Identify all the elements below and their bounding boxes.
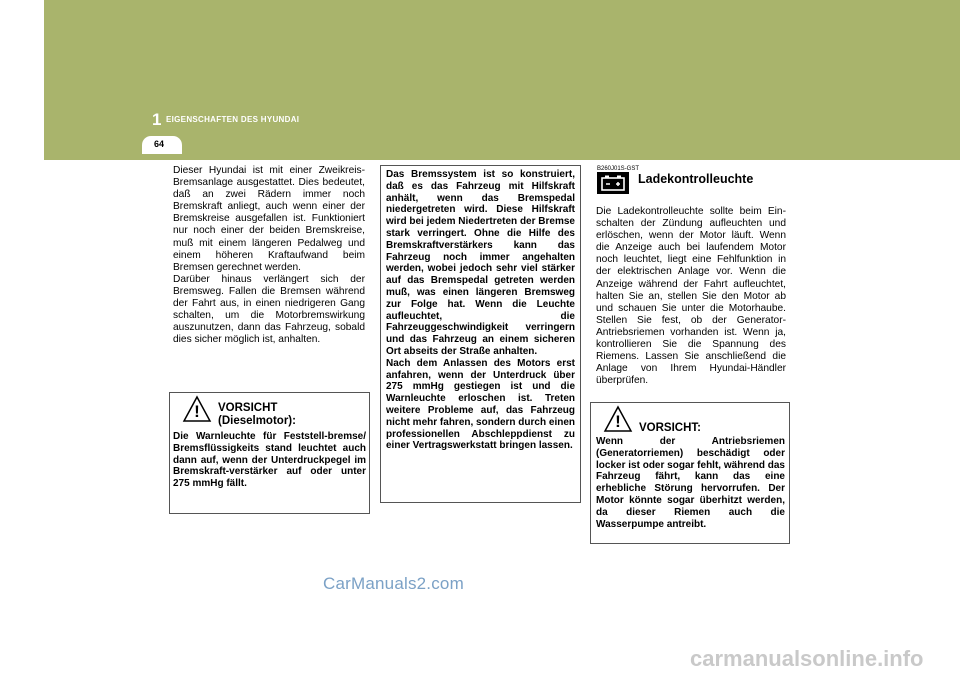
watermark-carmanuals2[interactable]: CarManuals2.com: [323, 574, 464, 593]
caution-body: Wenn der Antriebsriemen (Generatorriemen) beschädigt oder locker ist oder sogar fehlt, während das Fahrzeug fährt, kann das eine erhebliche Störung hervorrufen. Der Motor könnte sogar überhitzt werden, da dieser Riemen auch die Wasserpumpe antreibt.: [596, 436, 785, 530]
battery-icon: [597, 172, 629, 194]
svg-text:!: !: [615, 412, 621, 431]
warning-icon: [182, 395, 212, 423]
brake-booster-box: [380, 165, 581, 503]
left-column: [173, 165, 365, 346]
watermark-carmanualsonline[interactable]: carmanualsonline.info: [690, 646, 924, 671]
caution-title: VORSICHT:: [639, 422, 701, 434]
header-band: [0, 0, 960, 160]
section-code: B260J01S-GST: [597, 166, 640, 172]
chapter-number: 1: [152, 110, 162, 129]
charging-paragraph: Die Ladekontrolleuchte sollte beim Ein-schalten der Zündung aufleuchten und erlöschen, wenn der Motor läuft. Wenn die Anzeige auch bei laufendem Motor noch leuchtet, liegt eine Fehlfunktion in der elektrischen Anlage vor. Wenn die Anzeige während der Fahrt aufleuchtet, halten Sie an, stellen Sie den Motor ab und schauen Sie unter die Motorhaube. Stellen Sie fest, ob der Generator-Antriebsriemen vorhanden ist. Wenn ja, kontrollieren Sie die Spannung des Riemens. Lassen Sie anschließend die Anlage von Ihrem Hyundai-Händler überprüfen.: [596, 206, 786, 387]
brake-paragraph: Dieser Hyundai ist mit einer Zweikreis-Bremsanlage ausgestattet. Dies bedeutet, daß an zwei Rädern immer noch Bremskraft anliegt, auch wenn einer der Bremskreise ausgefallen ist. Funktioniert nur noch einer der beiden Bremskreise, muß mit einem längeren Pedalweg und einem höheren Kraftaufwand beim Bremsen gerechnet werden.: [173, 165, 365, 273]
caution-body: Die Warnleuchte für Feststell-bremse/ Bremsflüssigkeits stand leuchtet auch dann auf, wenn der Unterdruckpegel im Bremskraft-verstärker auf oder unter 275 mmHg fällt.: [173, 431, 366, 490]
caution-box-diesel: [169, 392, 370, 514]
svg-text:!: !: [194, 402, 200, 421]
chapter-title: EIGENSCHAFTEN DES HYUNDAI: [166, 115, 300, 124]
warning-icon: [603, 405, 633, 433]
caution-title: VORSICHT (Dieselmotor):: [218, 402, 296, 427]
brake-booster-text: Das Bremssystem ist so konstruiert, daß es das Fahrzeug mit Hilfskraft anhält, wenn das Bremspedal niedergetreten wird. Diese Hilfskraft wird bei jedem Niedertreten der Bremse stark verringert. Ohne die Hilfe des Bremskraftverstärkers kann das Fahrzeug noch immer angehalten werden, wobei jedoch sehr viel stärker auf das Bremspedal getreten werden muß, was einen längeren Bremsweg zur Folge hat. Wenn die Leuchte aufleuchtet, die Fahrzeuggeschwindigkeit verringern und das Fahrzeug an einem sicheren Ort abseits der Straße anhalten. Nach dem Anlassen des Motors erst anfahren, wenn der Unterdruck über 275 mmHg gestiegen ist und die Warnleuchte erloschen ist. Treten weitere Probleme auf, das Fahrzeug nicht mehr fahren, sondern durch einen professionellen Abschleppdienst zu einer Vertragswerkstatt bringen lassen.: [386, 169, 575, 452]
header-margin: [0, 0, 44, 160]
page-number: 64: [154, 139, 165, 149]
brake-paragraph-2: Darüber hinaus verlängert sich der Bremsweg. Fallen die Bremsen während der Fahrt aus, in einen niedrigeren Gang schalten, um die Motorbremswirkung auszunutzen, dann das Fahrzeug, sobald dies sicher möglich ist, anhalten.: [173, 273, 365, 346]
section-title: Ladekontrolleuchte: [638, 172, 754, 186]
caution-box-belt: [590, 402, 790, 544]
